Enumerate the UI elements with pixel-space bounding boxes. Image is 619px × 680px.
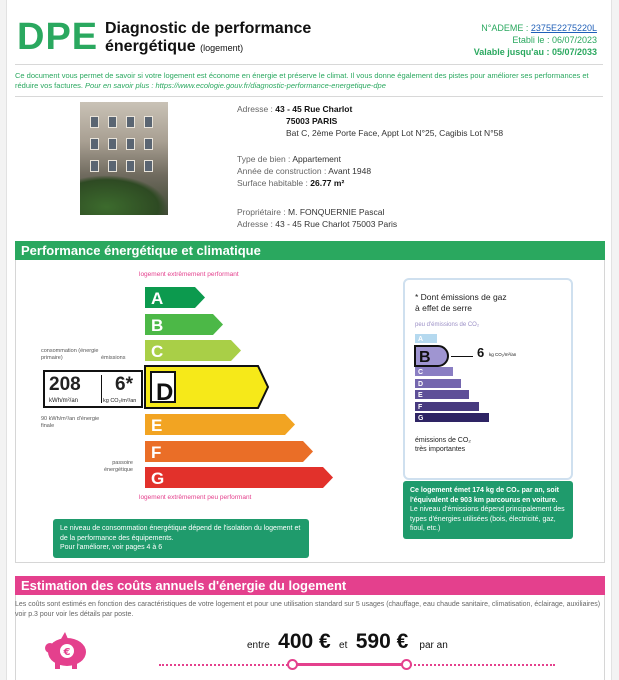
ghg-class-label: B [419,348,431,366]
ghg-class-label: E [418,392,423,399]
type-label: Type de bien : [237,154,291,164]
svg-text:€: € [63,647,71,658]
title-note: (logement) [200,43,244,53]
consumption-note-improve: Pour l'améliorer, voir pages 4 à 6 [60,544,163,551]
consumption-unit: kWh/m²/an [49,398,79,404]
header-divider [15,64,603,65]
ghg-note [403,481,573,539]
energy-class-c [143,338,245,363]
ghg-top-caption: peu d'émissions de CO₂ [415,322,480,328]
year-label: Année de construction : [237,166,327,176]
owner-value: M. FONQUERNIE Pascal [288,207,385,217]
ghg-value-pointer [451,356,473,358]
energy-class-a [143,285,209,310]
ghg-note-line-1: Ce logement émet 174 kg de CO₂ par an, soit l'équivalent de 903 km parcourus en voiture. [410,487,559,504]
owner-address-label: Adresse : [237,219,273,229]
ghg-class-g [413,411,493,424]
building-photo [80,102,168,215]
surface-label: Surface habitable : [237,178,308,188]
scale-bottom-caption: logement extrêmement peu performant [139,494,252,501]
costs-section-title: Estimation des coûts annuels d'énergie du logement [15,576,605,595]
energy-class-label: G [151,469,165,488]
ademe-number-link[interactable]: 2375E2275220L [530,23,597,33]
ghg-title [415,292,507,314]
piggy-bank-icon [41,630,91,670]
ghg-class-label: D [418,380,424,388]
address-block [237,103,503,139]
energy-class-e [143,412,299,437]
ghg-note-line-2: Le niveau d'émissions dépend principalement des types d'énergies utilisées (bois, électricité, gaz, fioul, etc.) [410,506,565,532]
consumption-note [53,519,309,558]
ghg-title-line-1: * Dont émissions de gaz [415,292,507,302]
consumption-value: 208 [49,374,81,395]
emissions-value: 6* [115,374,133,395]
ghg-value: 6 [477,344,485,360]
cost-per-year: par an [419,640,448,651]
cost-range-fill [297,663,407,666]
ademe-row [474,22,597,34]
performance-section-title: Performance énergétique et climatique [15,241,605,260]
scale-top-caption: logement extrêmement performant [139,271,239,278]
intro-paragraph: Ce document vous permet de savoir si votre logement est économe en énergie et préserve le climat. Il vous donne également des pistes pour améliorer ses performances et réduire vos factures. [15,71,589,90]
dpe-document [6,0,612,680]
type-value: Appartement [292,154,341,164]
ghg-class-label: A [418,336,424,343]
cost-range [247,630,448,654]
title-line-1: Diagnostic de performance [105,20,312,37]
ghg-class-b [413,344,451,368]
intro-text [15,71,605,91]
ghg-panel [403,278,573,480]
address-label: Adresse : [237,104,273,114]
ghg-bottom-line-2: très importantes [415,446,466,453]
year-value: Avant 1948 [328,166,372,176]
valid-until-date: Valable jusqu'au : 05/07/2033 [473,47,597,57]
owner-details [237,206,397,230]
dpe-logo: DPE [17,16,99,58]
energy-class-d [143,364,272,410]
energy-class-label: B [151,315,164,335]
ghg-title-line-2: à effet de serre [415,303,473,313]
cost-min: 400 € [278,630,331,653]
final-energy-label: 90 kWh/m²/an d'énergie finale [41,416,100,429]
energy-class-b [143,312,227,337]
passoire-label: passoire énergétique [103,460,133,473]
energy-class-label: D [156,378,174,406]
cost-max: 590 € [355,630,409,653]
title-line-2-text: énergétique [105,38,196,55]
address-line-1: 43 - 45 Rue Charlot [275,104,353,114]
consumption-label: consommation (énergie primaire) [41,348,99,361]
owner-address-value: 43 - 45 Rue Charlot 75003 Paris [275,219,398,229]
energy-class-f [143,439,317,464]
title-line-2 [105,38,311,57]
energy-class-label: F [151,442,162,462]
address-line-2: 75003 PARIS [286,116,338,126]
cost-max-marker [401,659,412,670]
surface-value: 26.77 m² [310,178,345,188]
ademe-label: N°ADEME : [481,23,529,33]
address-line-3: Bat C, 2ème Porte Face, Appt Lot N°25, Cagibis Lot N°58 [286,128,504,138]
established-date: Etabli le : 06/07/2023 [512,35,597,45]
costs-description: Les coûts sont estimés en fonction des caractéristiques de votre logement et pour une utilisation standard sur 5 usages (chauffage, eau chaude sanitaire, climatisation, éclairage, auxiliaires) voir p.3 pour voir les détails par poste. [15,601,601,618]
emissions-unit: kg CO₂/m²/an [103,398,137,404]
energy-class-g [143,465,337,490]
emissions-label: émissions [101,355,126,361]
cost-and: et [339,640,348,651]
ghg-class-label: G [418,415,424,422]
energy-class-label: A [151,289,164,308]
cost-between: entre [247,640,270,651]
ghg-class-label: F [418,403,423,411]
property-details [237,153,371,189]
consumption-note-text: Le niveau de consommation énergétique dépend de l'isolation du logement et de la performance des équipements. [60,525,301,542]
document-meta [474,22,597,58]
more-info-link[interactable]: Pour en savoir plus : https://www.ecologie.gouv.fr/diagnostic-performance-energetique-dpe [85,81,386,90]
energy-class-label: E [151,416,163,435]
document-title [105,20,311,57]
cost-min-marker [287,659,298,670]
ghg-class-label: C [418,369,424,376]
ghg-value-unit: kg CO₂/m²/an [489,351,517,357]
owner-label: Propriétaire : [237,207,286,217]
intro-divider [15,96,603,97]
ghg-bottom-line-1: émissions de CO₂ [415,437,472,444]
current-value-box [43,370,143,408]
ghg-bottom-caption [415,436,471,454]
energy-class-label: C [151,342,164,361]
